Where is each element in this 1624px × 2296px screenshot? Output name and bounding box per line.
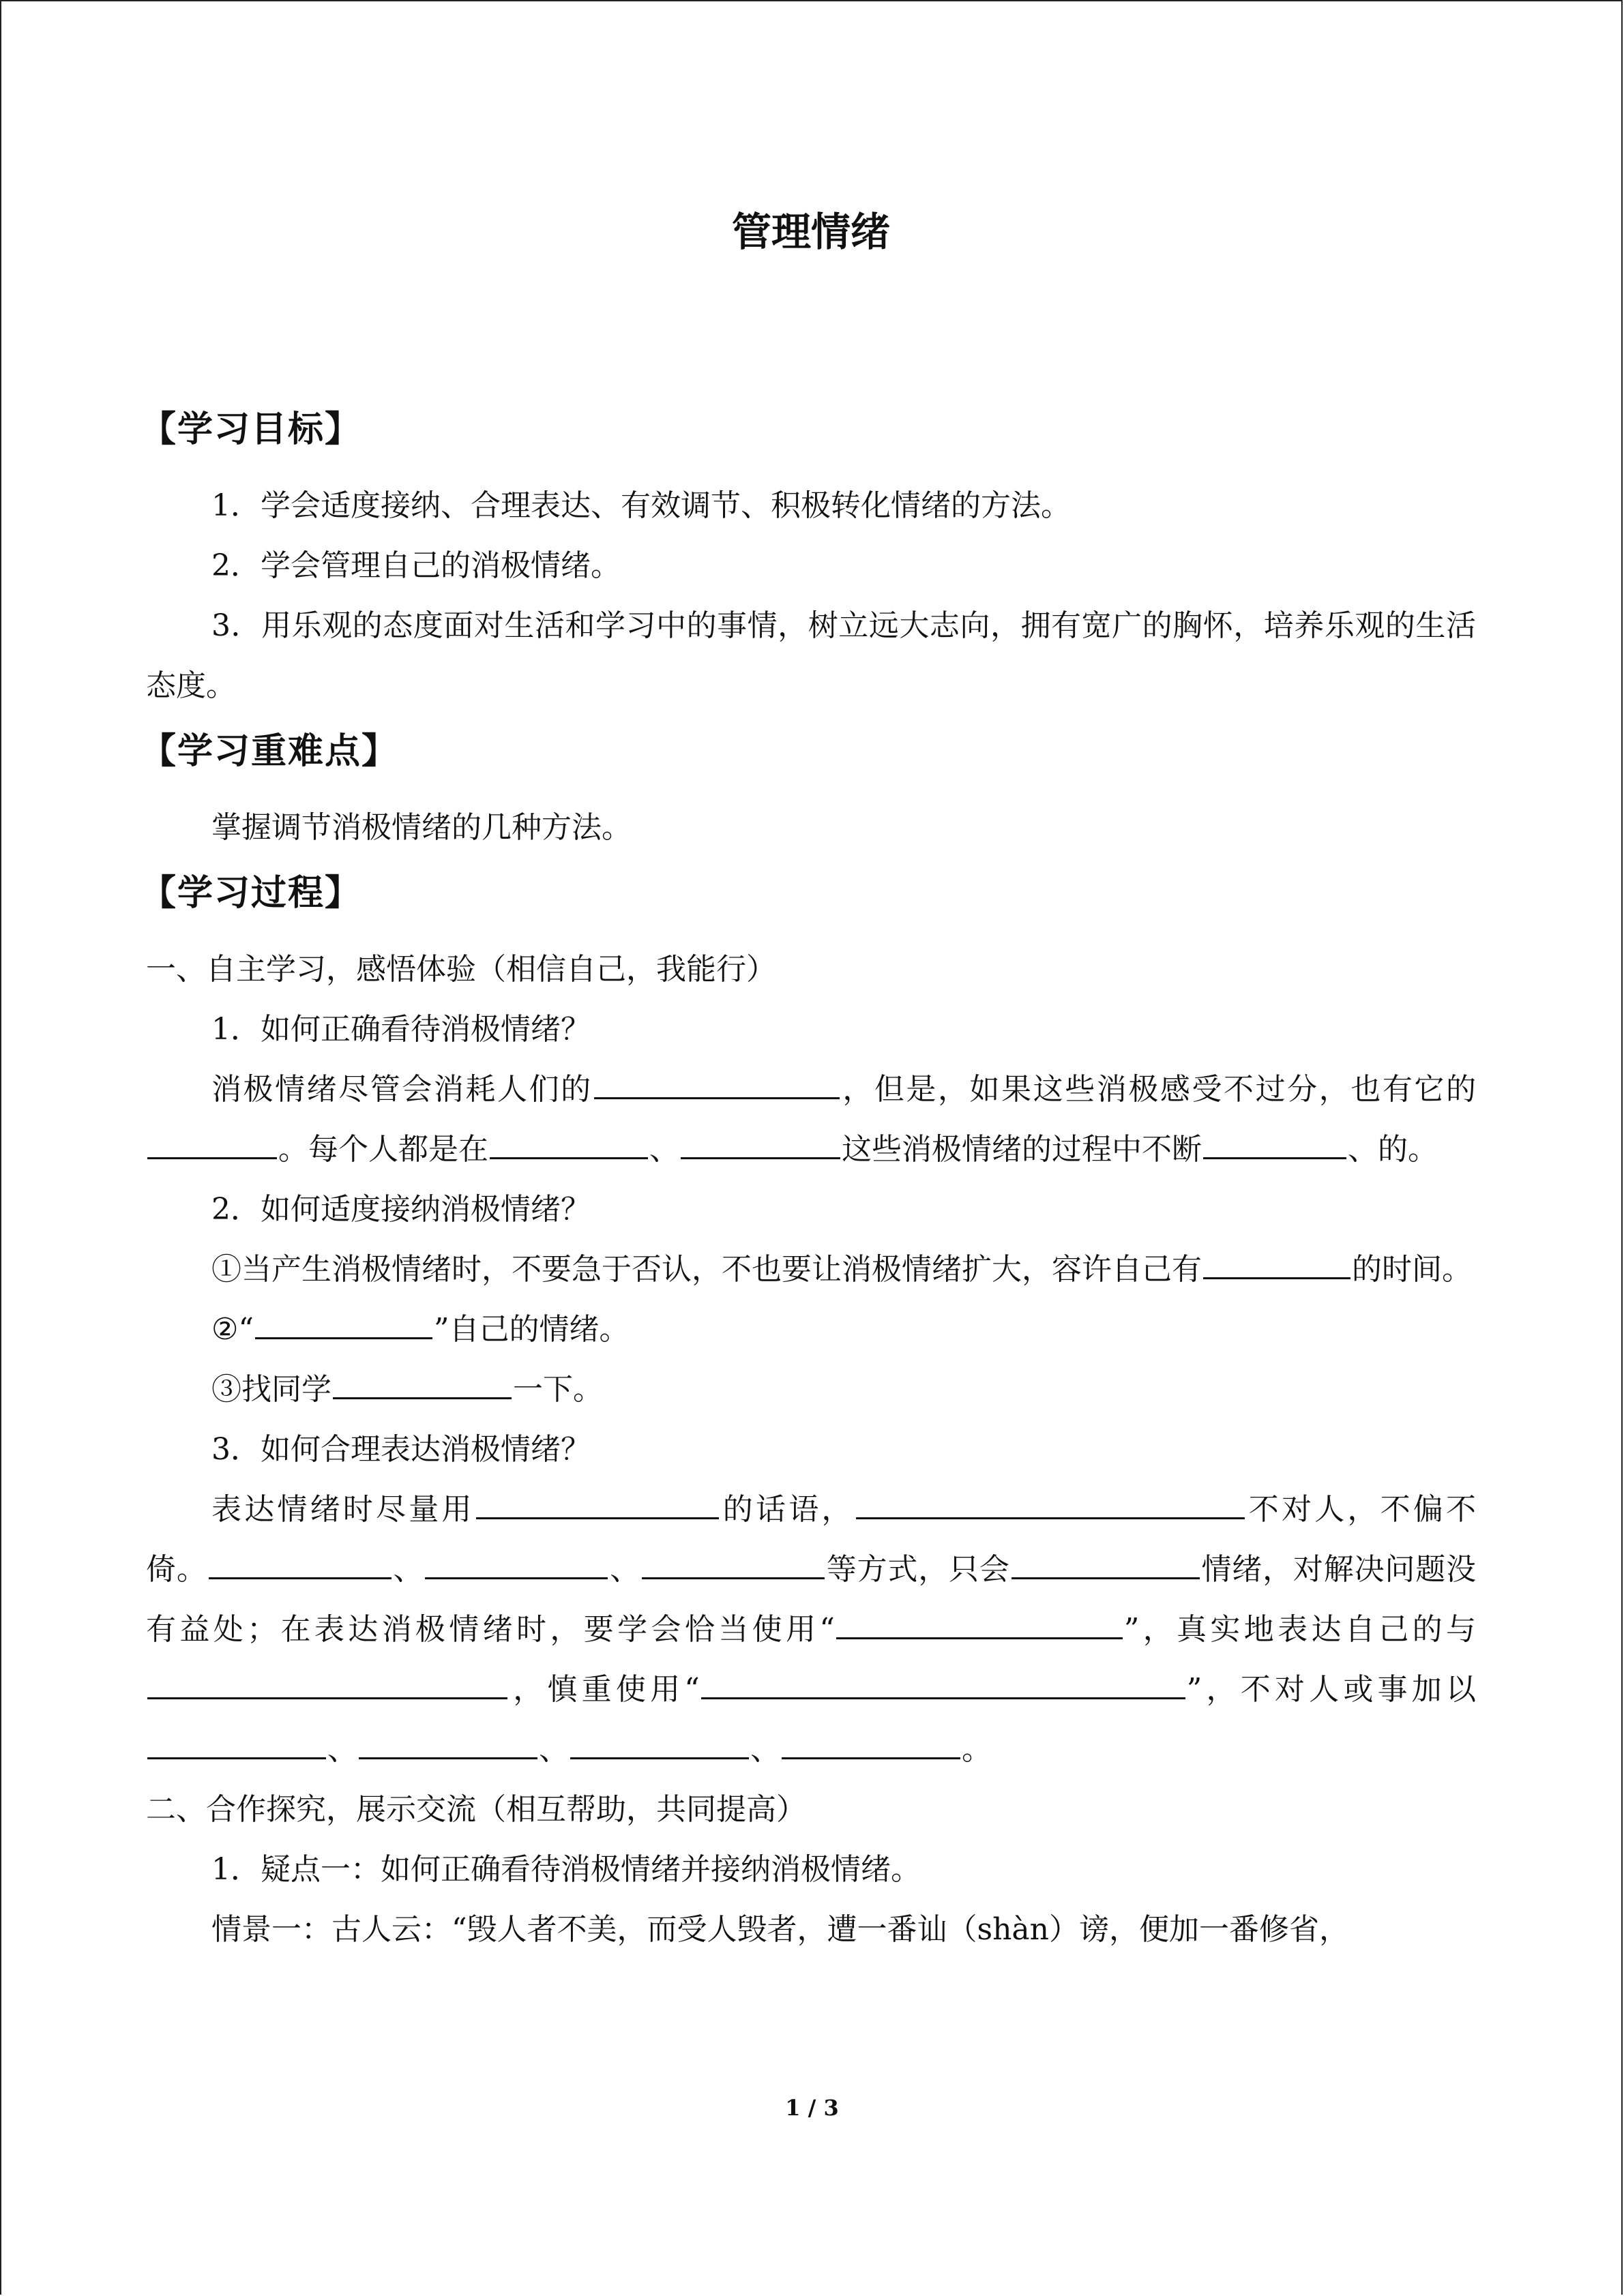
fill-blank[interactable]	[147, 1727, 326, 1759]
q2b-text-1: ②“	[211, 1312, 254, 1347]
keypoints-heading: 【学习重难点】	[141, 731, 399, 772]
q2c-text-2: 一下。	[513, 1372, 603, 1407]
q3-text-8: ”，真实地表达自己的与	[1123, 1612, 1476, 1647]
fill-blank[interactable]	[856, 1487, 1245, 1519]
q2-item-b	[146, 1300, 1476, 1360]
page-indicator: 1 / 3	[785, 2095, 839, 2121]
fill-blank[interactable]	[359, 1727, 537, 1759]
fill-blank[interactable]	[425, 1547, 608, 1579]
fill-blank[interactable]	[1203, 1127, 1346, 1159]
goal-item-1: 1．学会适度接纳、合理表达、有效调节、积极转化情绪的方法。	[211, 488, 1071, 523]
document-body	[141, 205, 1477, 1960]
q3-text-3: 不对人，不偏不倚。	[146, 1492, 1477, 1587]
q1-text-2: ，但是，如果这些消极感受不过分，也有它的	[840, 1072, 1476, 1107]
fill-blank[interactable]	[681, 1127, 840, 1159]
fill-blank[interactable]	[476, 1487, 719, 1519]
fill-blank[interactable]	[570, 1727, 749, 1759]
part2-title: 二、合作探究，展示交流（相互帮助，共同提高）	[146, 1792, 806, 1827]
fill-blank[interactable]	[1012, 1547, 1200, 1579]
q1-text-4: 、	[649, 1132, 679, 1167]
fill-blank[interactable]	[836, 1607, 1123, 1639]
q3-text-10: ”，不对人或事加以	[1186, 1672, 1476, 1707]
q3-text-9: ，慎重使用“	[509, 1672, 700, 1707]
doubt-1-scene: 情景一：古人云：“毁人者不美，而受人毁者，遭一番讪（shàn）谤，便加一番修省，	[211, 1912, 1349, 1947]
fill-blank[interactable]	[255, 1307, 432, 1339]
fill-blank[interactable]	[594, 1067, 840, 1099]
q3-text-6: 等方式，只会	[825, 1552, 1010, 1587]
q1-text-3: 。每个人都是在	[278, 1132, 488, 1167]
fill-blank[interactable]	[1203, 1247, 1350, 1279]
q3-text-14: 。	[962, 1732, 992, 1767]
q3-text-7: 情绪，对解决问题没有益处；在表达消极情绪时，要学会恰当使用“	[146, 1552, 1477, 1647]
q3-text-12: 、	[539, 1732, 569, 1767]
q2b-text-2: ”自己的情绪。	[433, 1312, 630, 1347]
process-heading: 【学习过程】	[141, 873, 362, 914]
fill-blank[interactable]	[333, 1367, 512, 1399]
q2c-text-1: ③找同学	[211, 1372, 331, 1407]
q2-item-a	[146, 1240, 1476, 1300]
q3-text-13: 、	[750, 1732, 780, 1767]
goal-item-3: 3．用乐观的态度面对生活和学习中的事情，树立远大志向，拥有宽广的胸怀，培养乐观的生活态度。	[146, 608, 1476, 703]
fill-blank[interactable]	[782, 1727, 960, 1759]
question-3-paragraph	[146, 1480, 1476, 1780]
part1-title: 一、自主学习，感悟体验（相信自己，我能行）	[146, 952, 776, 987]
q1-text-5: 这些消极情绪的过程中不断	[842, 1132, 1202, 1167]
q3-text-4: 、	[392, 1552, 424, 1587]
doubt-1-title: 1．疑点一：如何正确看待消极情绪并接纳消极情绪。	[211, 1852, 921, 1887]
q3-text-2: 的话语，	[720, 1492, 855, 1527]
fill-blank[interactable]	[490, 1127, 648, 1159]
fill-blank[interactable]	[147, 1127, 277, 1159]
q2a-text-2: 的时间。	[1352, 1252, 1472, 1287]
q3-text-5: 、	[609, 1552, 640, 1587]
goals-heading: 【学习目标】	[141, 409, 362, 450]
fill-blank[interactable]	[209, 1547, 392, 1579]
q1-text-6: 、的。	[1348, 1132, 1438, 1167]
question-2-title: 2．如何适度接纳消极情绪？	[211, 1192, 591, 1227]
q3-text-1: 表达情绪时尽量用	[211, 1492, 475, 1527]
fill-blank[interactable]	[642, 1547, 825, 1579]
page-title: 管理情绪	[731, 209, 890, 255]
q2a-text-1: ①当产生消极情绪时，不要急于否认，不也要让消极情绪扩大，容许自己有	[211, 1252, 1202, 1287]
goal-item-2: 2．学会管理自己的消极情绪。	[211, 548, 621, 583]
fill-blank[interactable]	[701, 1667, 1185, 1699]
question-1-paragraph	[146, 1060, 1476, 1180]
q3-text-11: 、	[327, 1732, 357, 1767]
q2-item-c	[146, 1360, 1476, 1420]
question-3-title: 3．如何合理表达消极情绪？	[211, 1432, 591, 1467]
q1-text-1: 消极情绪尽管会消耗人们的	[211, 1072, 593, 1107]
question-1-title: 1．如何正确看待消极情绪？	[211, 1012, 591, 1047]
fill-blank[interactable]	[147, 1667, 507, 1699]
keypoints-text: 掌握调节消极情绪的几种方法。	[211, 810, 632, 845]
